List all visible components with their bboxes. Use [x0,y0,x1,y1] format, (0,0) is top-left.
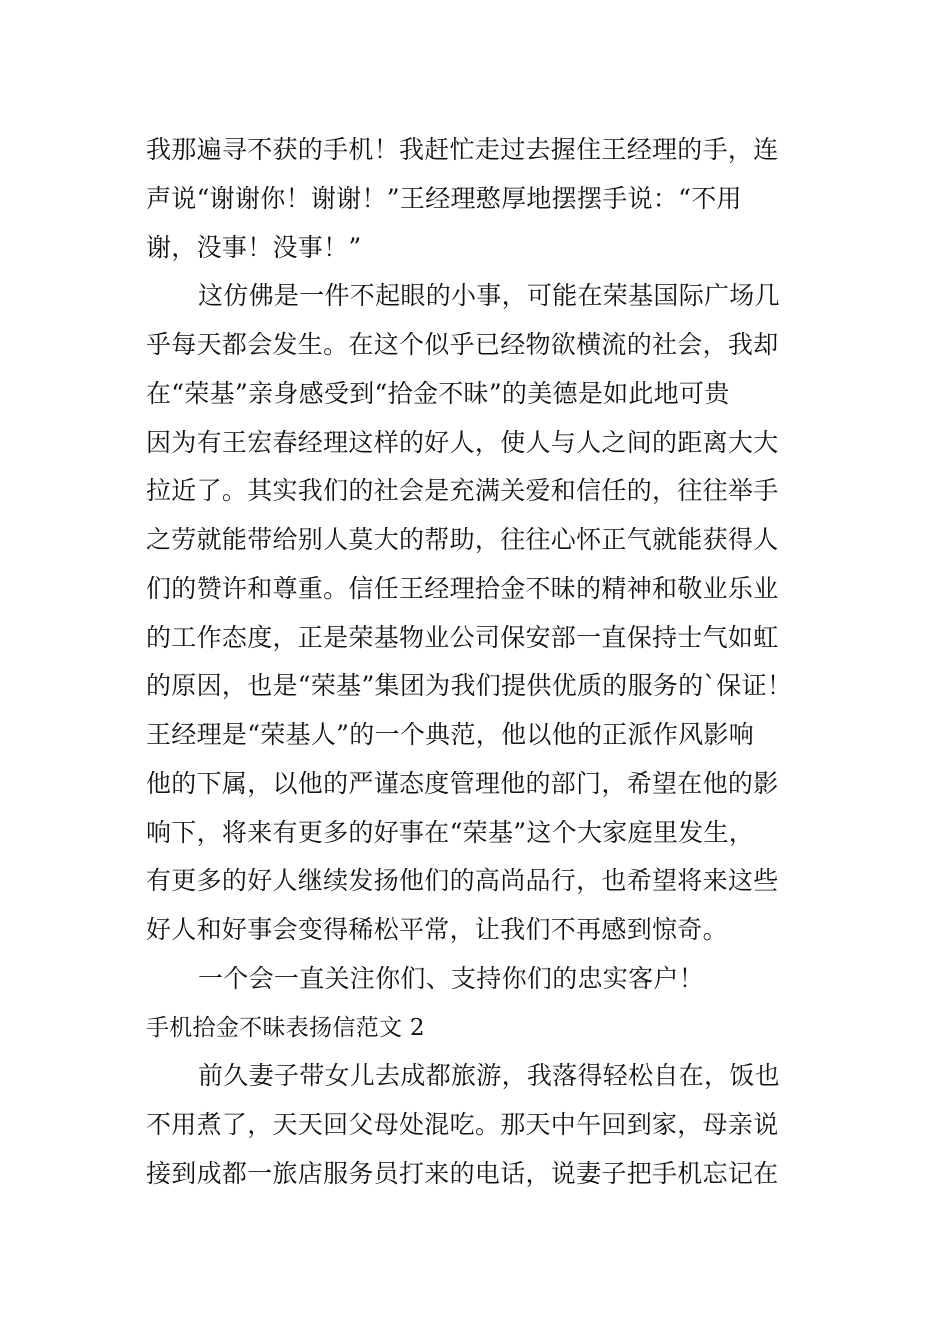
text-line: 因为有王宏春经理这样的好人，使人与人之间的距离大大 [146,427,779,457]
signature-line: 一个会一直关注你们、支持你们的忠实客户！ [198,963,705,993]
text-line: 好人和好事会变得稀松平常，让我们不再感到惊奇。 [146,915,728,944]
text-line: 们的赞许和尊重。信任王经理拾金不昧的精神和敬业乐业 [146,573,779,603]
section-heading: 手机拾金不昧表扬信范文 2 [146,1014,425,1041]
paragraph-start-line: 前久妻子带女儿去成都旅游，我落得轻松自在，饭也 [198,1061,780,1091]
text-line: 的工作态度，正是荣基物业公司保安部一直保持士气如虹 [146,622,779,652]
text-line: 乎每天都会发生。在这个似乎已经物欲横流的社会，我却 [146,330,779,359]
text-line: 有更多的好人继续发扬他们的高尚品行，也希望将来这些 [146,866,779,896]
text-line: 我那遍寻不获的手机！我赶忙走过去握住王经理的手，连 [146,135,779,164]
paragraph-start-line: 这仿佛是一件不起眼的小事，可能在荣基国际广场几 [198,281,780,311]
text-line: 拉近了。其实我们的社会是充满关爱和信任的，往往举手 [146,476,779,506]
text-line: 在“荣基”亲身感受到“拾金不昧”的美德是如此地可贵 [146,378,730,408]
text-line: 谢，没事！没事！” [146,232,362,262]
text-line: 不用煮了，天天回父母处混吃。那天中午回到家，母亲说 [146,1110,779,1139]
text-line: 响下，将来有更多的好事在“荣基”这个大家庭里发生， [146,817,755,847]
document-body [146,126,814,1199]
text-line: 他的下属，以他的严谨态度管理他的部门，希望在他的影 [146,768,779,798]
text-line: 声说“谢谢你！谢谢！”王经理憨厚地摆摆手说：“不用 [146,183,742,213]
text-line: 之劳就能带给别人莫大的帮助，往往心怀正气就能获得人 [146,525,779,554]
text-line: 王经理是“荣基人”的一个典范，他以他的正派作风影响 [146,720,755,749]
text-line: 接到成都一旅店服务员打来的电话，说妻子把手机忘记在 [146,1158,779,1188]
text-line: 的原因，也是“荣基”集团为我们提供优质的服务的`保证！ [146,671,793,701]
